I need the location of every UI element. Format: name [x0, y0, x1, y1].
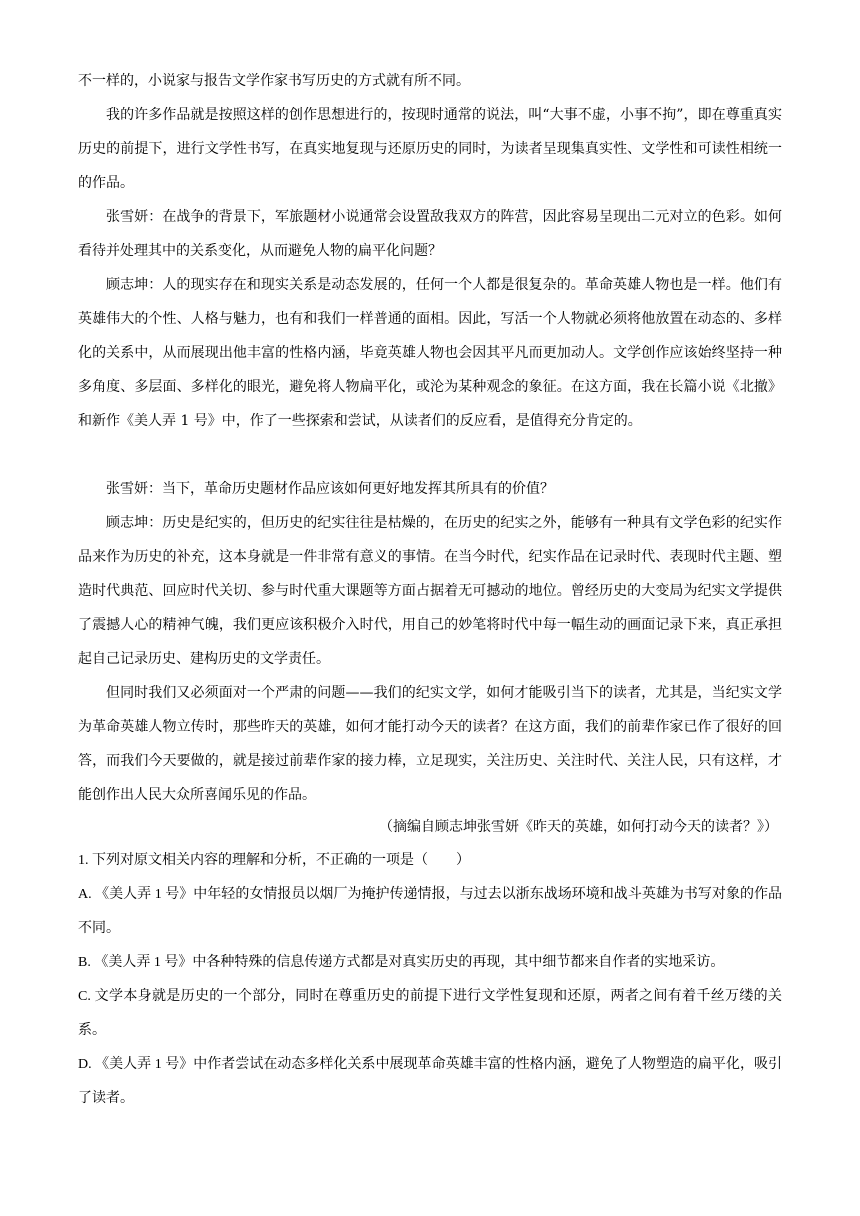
paragraph-continuation: 不一样的，小说家与报告文学作家书写历史的方式就有所不同。 [78, 73, 470, 89]
paragraph-question-binary: 张雪妍：在战争的背景下，军旅题材小说通常会设置敌我双方的阵营，因此容易呈现出二元对立的色彩。如何看待并处理其中的关系变化，从而避免人物的扁平化问题？ [78, 209, 782, 259]
question-stem: 1. 下列对原文相关内容的理解和分析，不正确的一项是（ ） [78, 853, 470, 868]
paragraph-author-method: 我的许多作品就是按照这样的创作思想进行的，按现时通常的说法，叫“大事不虚，小事不拘”，即在尊重真实历史的前提下，进行文学性书写，在真实地复现与还原历史的同时，为读者呈现集真实性、文学性和可读性相统一的作品。 [78, 107, 782, 191]
source-citation: （摘编自顾志坤张雪妍《昨天的英雄，如何打动今天的读者？》） [379, 819, 778, 835]
option-a: A. 《美人弄 1 号》中年轻的女情报员以烟厂为掩护传递情报，与过去以浙东战场环境和战斗英雄为书写对象的作品不同。 [78, 887, 782, 936]
option-d: D. 《美人弄 1 号》中作者尝试在动态多样化关系中展现革命英雄丰富的性格内涵，避免了人物塑造的扁平化，吸引了读者。 [78, 1057, 782, 1106]
paragraph-answer-history: 顾志坤：历史是纪实的，但历史的纪实往往是枯燥的，在历史的纪实之外，能够有一种具有文学色彩的纪实作品来作为历史的补充，这本身就是一件非常有意义的事情。在当今时代，纪实作品在记录时代、表现时代主题、塑造时代典范、回应时代关切、参与时代重大课题等方面占据着无可撼动的地位。曾经历史的大变局为纪实文学提供了震撼人心的精神气魄，我们更应该积极介入时代，用自己的妙笔将时代中每一幅生动的画面记录下来，真正承担起自己记录历史、建构历史的文学责任。 [78, 515, 782, 667]
paragraph-question-value: 张雪妍：当下，革命历史题材作品应该如何更好地发挥其所具有的价值？ [106, 481, 554, 497]
paragraph-answer-readers: 但同时我们又必须面对一个严肃的问题——我们的纪实文学，如何才能吸引当下的读者，尤其是，当纪实文学为革命英雄人物立传时，那些昨天的英雄，如何才能打动今天的读者？在这方面，我们的前辈作家已作了很好的回答，而我们今天要做的，就是接过前辈作家的接力棒，立足现实，关注历史、关注时代、关注人民，只有这样，才能创作出人民大众所喜闻乐见的作品。 [78, 685, 782, 803]
paragraph-answer-dynamic: 顾志坤：人的现实存在和现实关系是动态发展的，任何一个人都是很复杂的。革命英雄人物也是一样。他们有英雄伟大的个性、人格与魅力，也有和我们一样普通的面相。因此，写活一个人物就必须将他放置在动态的、多样化的关系中，从而展现出他丰富的性格内涵，毕竟英雄人物也会因其平凡而更加动人。文学创作应该始终坚持一种多角度、多层面、多样化的眼光，避免将人物扁平化，或沦为某种观念的象征。在这方面，我在长篇小说《北撤》和新作《美人弄 1 号》中，作了一些探索和尝试，从读者们的反应看，是值得充分肯定的。 [78, 277, 782, 429]
option-b: B. 《美人弄 1 号》中各种特殊的信息传递方式都是对真实历史的再现，其中细节都来自作者的实地采访。 [78, 955, 725, 970]
option-c: C. 文学本身就是历史的一个部分，同时在尊重历史的前提下进行文学性复现和还原，两者之间有着千丝万缕的关系。 [78, 989, 782, 1038]
